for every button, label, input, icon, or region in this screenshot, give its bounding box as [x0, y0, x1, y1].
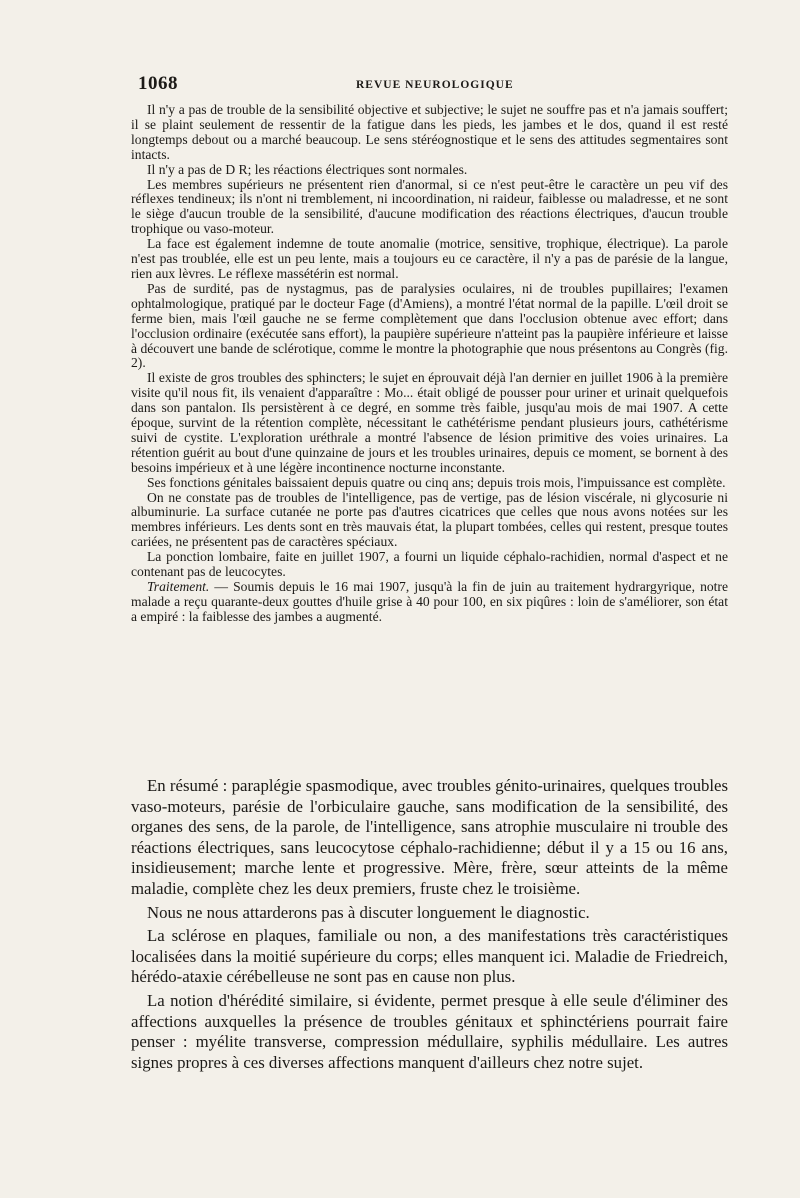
paragraph-yeux: Pas de surdité, pas de nystagmus, pas de paralysies oculaires, ni de troubles pupillaires; l'examen ophtalmologique, pratiqué par le docteur Fage (d'Amiens), a montré l'état normal de la papille. L'œil droit se ferme bien, mais l'œil gauche ne se ferme complètement que dans l'occlusion obtenue avec effort; dans l'occlusion ordinaire (exécutée sans effort), la paupière supérieure n'atteint pas la paupière inférieure et laisse à découvert une bande de sclérotique, comme le montre la photographie que nous présentons au Congrès (fig. 2).	[131, 280, 728, 371]
paragraph-diagnostic: Nous ne nous attarderons pas à discuter longuement le diagnostic.	[147, 902, 590, 922]
paragraph-fonctions-genitales: Ses fonctions génitales baissaient depuis quatre ou cinq ans; depuis trois mois, l'impuissance est complète.	[147, 474, 726, 490]
traitement-label: Traitement.	[147, 579, 210, 594]
paragraph-membres-superieurs: Les membres supérieurs ne présentent rien d'anormal, si ce n'est peut-être le caractère un peu vif des réflexes tendineux; ils n'ont ni tremblement, ni incoordination, ni raideur, faiblesse ou maladresse, et ne sont le siège d'aucun trouble de la sensibilité, d'aucune modification des réactions électriques, d'aucun trouble trophique ou vaso-moteur.	[131, 176, 728, 237]
paragraph-heredite: La notion d'hérédité similaire, si évidente, permet presque à elle seule d'éliminer des affections auxquelles la présence de troubles génitaux et sphinctériens pourrait faire penser : myélite transverse, compression médullaire, syphilis médullaire. Les autres signes propres à ces diverses affections manquent d'ailleurs chez notre sujet.	[131, 990, 728, 1072]
paragraph-sensibilite: Il n'y a pas de trouble de la sensibilité objective et subjective; le sujet ne souffre pas et n'a jamais souffert; il se plaint seulement de ressentir de la fatigue dans les pieds, les jambes et le dos, quand il est resté longtemps debout ou a marché beaucoup. Le sens stéréognostique et le sens des attitudes segmentaires sont intacts.	[131, 102, 728, 162]
paragraph-sclerose: La sclérose en plaques, familiale ou non, a des manifestations très caractéristiques localisées dans la moitié supérieure du corps; elles manquent ici. Maladie de Friedreich, hérédo-ataxie cérébelleuse ne sont pas en cause non plus.	[131, 926, 728, 987]
paragraph-reactions-electriques: Il n'y a pas de D R; les réactions électriques sont normales.	[147, 161, 468, 177]
paragraph-resume: En résumé : paraplégie spasmodique, avec troubles génito-urinaires, quelques troubles vaso-moteurs, parésie de l'orbiculaire gauche, sans modification de la sensibilité, des organes des sens, de la parole, de l'intelligence, sans atrophie musculaire ni trouble des réactions électriques, sans leucocytose céphalo-rachidienne; début il y a 15 ou 16 ans, insidieusement; marche lente et progressive. Mère, frère, sœur atteints de la même maladie, complète chez les deux premiers, fruste chez le troisième.	[131, 776, 728, 898]
traitement-text: — Soumis depuis le 16 mai 1907, jusqu'à la fin de juin au traitement hydrargyrique, notre malade a reçu quarante-deux gouttes d'huile grise à 40 pour 100, en six piqûres : loin de s'améliorer, son état a empiré : la faiblesse des jambes a augmenté.	[131, 579, 728, 624]
paragraph-intelligence: On ne constate pas de troubles de l'intelligence, pas de vertige, pas de lésion viscérale, ni glycosurie ni albuminurie. La surface cutanée ne porte pas d'autres cicatrices que celles que nous avons notées sur les membres inférieurs. Les dents sont en très mauvais état, la plupart tombées, celles qui restent, presque toutes cariées, ne présentent pas de caractères spéciaux.	[131, 489, 728, 550]
discussion-section	[131, 776, 728, 1076]
case-report-section	[131, 103, 728, 625]
paragraph-sphincters: Il existe de gros troubles des sphincters; le sujet en éprouvait déjà l'an dernier en juillet 1906 à la première visite qu'il nous fit, ils venaient d'apparaître : Mo... était obligé de pousser pour uriner et urinait quelquefois dans son pantalon. Ils persistèrent à ce degré, en somme très faible, jusqu'au mois de mai 1907. A cette époque, survint de la rétention complète, nécessitant le cathétérisme pendant plusieurs jours, cathétérisme suivi de cystite. L'exploration uréthrale a montré l'absence de lésion primitive des voies urinaires. La rétention guérit au bout d'une quinzaine de jours et les troubles urinaires, depuis ce moment, se bornent à des besoins impérieux et à une légère incontinence nocturne inconstante.	[131, 370, 728, 475]
paragraph-traitement	[131, 580, 728, 625]
paragraph-ponction-lombaire: La ponction lombaire, faite en juillet 1907, a fourni un liquide céphalo-rachidien, normal d'aspect et ne contenant pas de leucocytes.	[131, 549, 728, 580]
running-title: REVUE NEUROLOGIQUE	[356, 79, 514, 91]
page-number: 1068	[138, 73, 178, 94]
page-header	[138, 73, 728, 95]
paragraph-face: La face est également indemne de toute anomalie (motrice, sensitive, trophique, électrique). La parole n'est pas troublée, elle est un peu lente, mais a toujours eu ce caractère, il n'y a pas de parésie de la langue, rien aux lèvres. Le réflexe massétérin est normal.	[131, 236, 728, 281]
